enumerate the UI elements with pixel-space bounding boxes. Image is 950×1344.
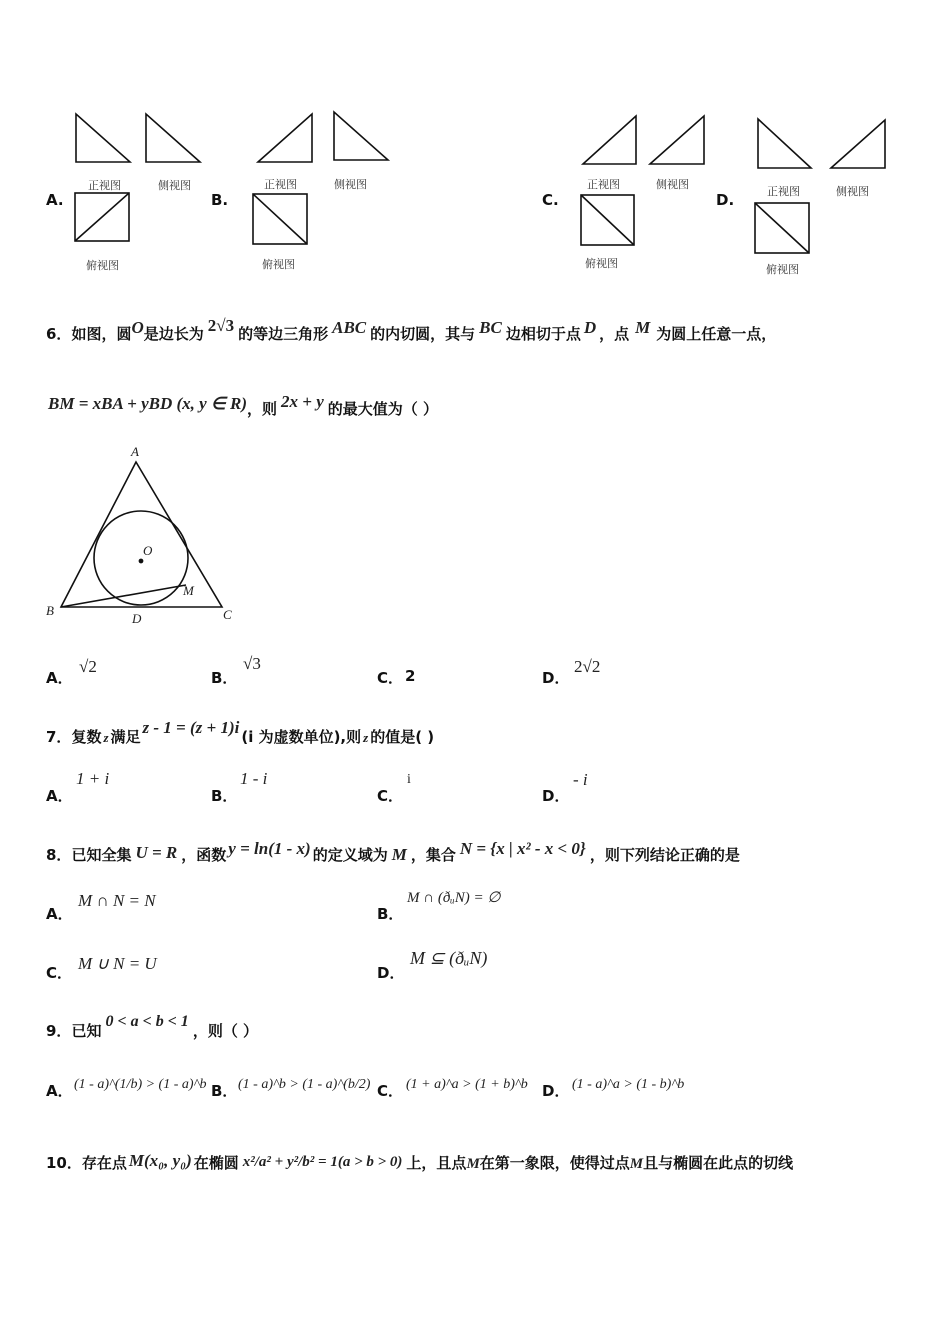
q7-text: 复数 bbox=[71, 728, 102, 746]
q6-text: 的等边三角形 bbox=[238, 325, 329, 343]
q10-number: 10． bbox=[46, 1154, 82, 1172]
q7-number: 7． bbox=[46, 728, 72, 746]
q8-math-universal-set: U = R bbox=[135, 843, 178, 862]
q6-math-expr: 2x + y bbox=[281, 392, 324, 411]
q9-option-c-label[interactable]: C． bbox=[377, 1082, 404, 1100]
q7-option-b-label[interactable]: B． bbox=[211, 787, 238, 805]
q8-text: ，函数 bbox=[181, 846, 227, 864]
q9-option-b-label[interactable]: B． bbox=[211, 1082, 238, 1100]
q8-option-a-label[interactable]: A． bbox=[46, 905, 73, 923]
q7-equation: z - 1 = (z + 1)i bbox=[142, 718, 240, 737]
q9-option-d-value: (1 - a)^a > (1 - b)^b bbox=[572, 1077, 685, 1092]
q6-text: ，则 bbox=[247, 400, 278, 418]
q10-text: 在第一象限，使得过点 bbox=[479, 1154, 630, 1172]
q9-number: 9． bbox=[46, 1022, 72, 1040]
q8-option-c-value: M ∪ N = U bbox=[78, 954, 157, 973]
q7-option-a-label[interactable]: A． bbox=[46, 787, 73, 805]
q6-text: 如图，圆 bbox=[71, 325, 132, 343]
q6-fig-label-c: C bbox=[223, 607, 232, 622]
q5-c-front-label: 正视图 bbox=[587, 178, 620, 191]
q6-math-O: O bbox=[131, 318, 144, 337]
q6-number: 6． bbox=[46, 325, 72, 343]
q8-text: ，集合 bbox=[410, 846, 456, 864]
q8-text: ，则下列结论正确的是 bbox=[589, 846, 740, 864]
q9-option-c-value: (1 + a)^a > (1 + b)^b bbox=[406, 1077, 528, 1092]
q6-option-b-label[interactable]: B． bbox=[211, 669, 238, 687]
q7-text: 满足 bbox=[110, 728, 141, 746]
q6-text: 是边长为 bbox=[143, 325, 204, 343]
q7-option-c-value: i bbox=[407, 772, 411, 787]
q8-stem bbox=[46, 839, 740, 865]
q8-option-b-value: M ∩ (ðᵤN) = ∅ bbox=[407, 890, 501, 906]
q10-text: 在椭圆 bbox=[193, 1154, 239, 1172]
q6-vector-equation: BM = xBA + yBD (x, y ∈ R) bbox=[48, 394, 247, 413]
q9-text: ，则（ ） bbox=[192, 1022, 259, 1040]
q8-option-a-value: M ∩ N = N bbox=[78, 891, 156, 910]
q6-option-c-label[interactable]: C． bbox=[377, 669, 404, 687]
q6-option-a-label[interactable]: A． bbox=[46, 669, 73, 687]
q5-b-top-label: 俯视图 bbox=[262, 258, 295, 271]
q9-option-a-label[interactable]: A． bbox=[46, 1082, 73, 1100]
q10-stem bbox=[46, 1152, 793, 1173]
q6-option-c-value: 2 bbox=[405, 667, 416, 685]
q10-math-M: M bbox=[466, 1156, 480, 1172]
q5-option-d[interactable]: D. bbox=[716, 191, 735, 209]
q5-c-top-label: 俯视图 bbox=[585, 257, 618, 270]
q7-text: (i 为虚数单位),则 bbox=[241, 728, 362, 746]
q5-b-front-label: 正视图 bbox=[264, 178, 297, 191]
q8-math-function: y = ln(1 - x) bbox=[228, 839, 311, 858]
q6-math-ABC: ABC bbox=[332, 318, 367, 337]
q10-math-ellipse: x²/a² + y²/b² = 1(a > b > 0) bbox=[242, 1154, 403, 1170]
q6-text: ，点 bbox=[599, 325, 630, 343]
q9-text: 已知 bbox=[71, 1022, 102, 1040]
q7-option-d-label[interactable]: D． bbox=[542, 787, 570, 805]
q6-fig-label-m: M bbox=[183, 583, 194, 598]
q10-math-point: M(x₀, y₀) bbox=[128, 1151, 192, 1170]
q5-option-b[interactable]: B. bbox=[211, 191, 229, 209]
q5-d-side-label: 侧视图 bbox=[836, 185, 869, 198]
q6-option-d-label[interactable]: D． bbox=[542, 669, 570, 687]
q8-number: 8． bbox=[46, 846, 72, 864]
q10-text: 上，且点 bbox=[406, 1154, 467, 1172]
q7-option-c-label[interactable]: C． bbox=[377, 787, 404, 805]
q9-option-a-value: (1 - a)^(1/b) > (1 - a)^b bbox=[74, 1077, 207, 1092]
q6-math-side: 2√3 bbox=[207, 316, 235, 335]
q6-math-BC: BC bbox=[479, 318, 502, 337]
q5-d-front-label: 正视图 bbox=[767, 185, 800, 198]
q5-option-a[interactable]: A. bbox=[46, 191, 64, 209]
q6-text: 边相切于点 bbox=[505, 325, 581, 343]
q5-a-side-label: 侧视图 bbox=[158, 179, 191, 192]
q6-text: 的内切圆，其与 bbox=[370, 325, 476, 343]
q7-option-b-value: 1 - i bbox=[240, 769, 268, 788]
q7-option-a-value: 1 + i bbox=[76, 769, 110, 788]
q8-option-b-label[interactable]: B． bbox=[377, 905, 404, 923]
q10-text: 存在点 bbox=[81, 1154, 127, 1172]
q6-math-D: D bbox=[583, 318, 597, 337]
q10-math-M: M bbox=[629, 1156, 644, 1172]
q6-fig-label-a: A bbox=[131, 444, 139, 459]
q8-math-M: M bbox=[391, 845, 407, 864]
q9-math-condition: 0 < a < b < 1 bbox=[105, 1013, 189, 1030]
q8-option-c-label[interactable]: C． bbox=[46, 964, 73, 982]
q5-a-top-label: 俯视图 bbox=[86, 259, 119, 272]
q8-option-d-label[interactable]: D． bbox=[377, 964, 405, 982]
q5-d-top-label: 俯视图 bbox=[766, 263, 799, 276]
q7-stem bbox=[46, 718, 435, 747]
q7-math-z: z bbox=[363, 730, 369, 745]
q6-option-b-value: √3 bbox=[243, 654, 261, 673]
q6-fig-label-o: O bbox=[143, 543, 153, 558]
q6-fig-label-b: B bbox=[46, 603, 54, 618]
q5-b-side-label: 侧视图 bbox=[334, 178, 367, 191]
q8-option-d-value: M ⊆ (ðᵤN) bbox=[410, 948, 488, 968]
q6-fig-label-d: D bbox=[132, 611, 142, 626]
q9-stem bbox=[46, 1013, 259, 1041]
q7-option-d-value: - i bbox=[573, 770, 588, 789]
q5-a-front-label: 正视图 bbox=[88, 179, 121, 192]
q6-math-M: M bbox=[635, 318, 651, 337]
q8-text: 的定义域为 bbox=[312, 846, 388, 864]
q7-math-z: z bbox=[103, 730, 109, 745]
q9-option-b-value: (1 - a)^b > (1 - a)^(b/2) bbox=[238, 1077, 371, 1092]
q6-text: 为圆上任意一点， bbox=[656, 325, 777, 343]
q7-text: 的值是( ) bbox=[370, 728, 435, 746]
q5-option-c[interactable]: C. bbox=[542, 191, 559, 209]
q6-text: 的最大值为（ ） bbox=[327, 400, 438, 418]
q6-option-d-value: 2√2 bbox=[574, 657, 601, 676]
q8-math-set-N: N = {x | x² - x < 0} bbox=[459, 839, 586, 858]
q9-option-d-label[interactable]: D． bbox=[542, 1082, 570, 1100]
q5-c-side-label: 侧视图 bbox=[656, 178, 689, 191]
q8-text: 已知全集 bbox=[71, 846, 132, 864]
q10-text: 且与椭圆在此点的切线 bbox=[643, 1154, 794, 1172]
q6-option-a-value: √2 bbox=[79, 657, 97, 676]
